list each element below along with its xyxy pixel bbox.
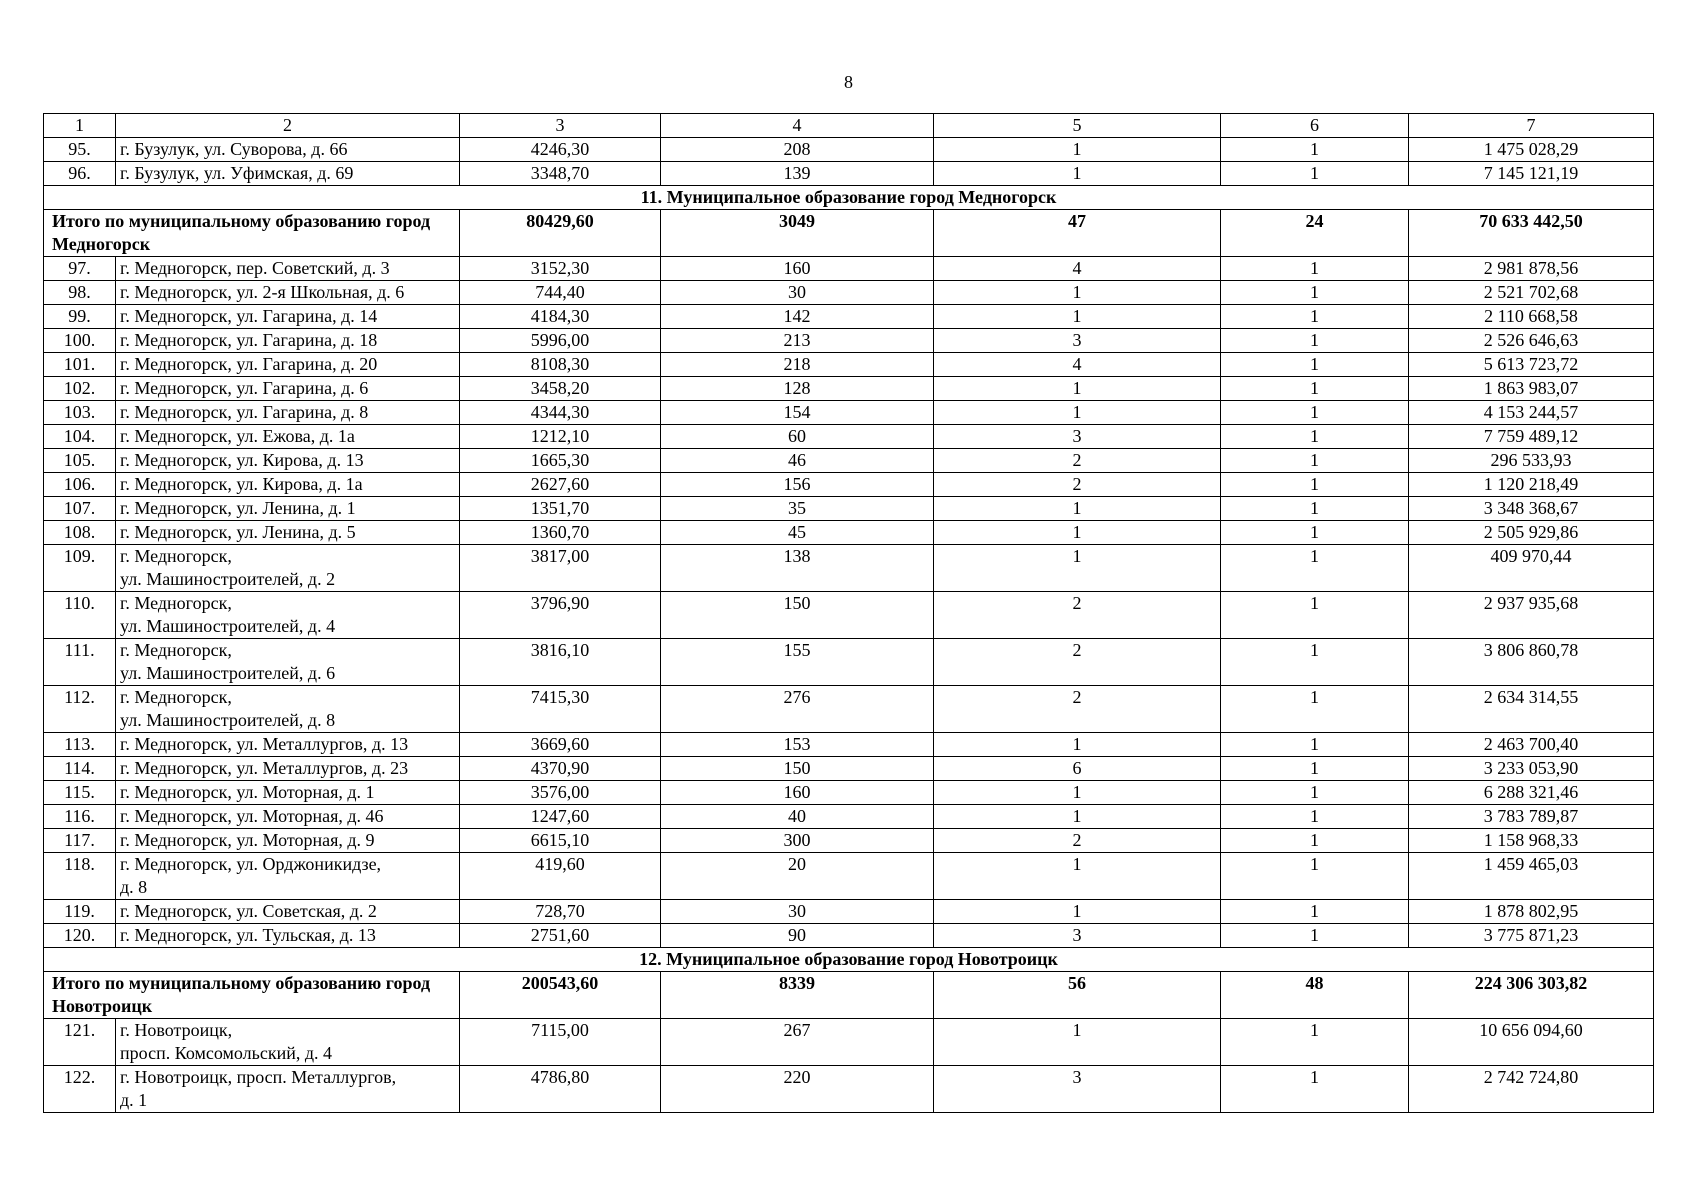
address: г. Медногорск, ул. Ленина, д. 1 — [116, 497, 460, 521]
total-col-6: 24 — [1221, 210, 1409, 257]
total-col-5: 47 — [934, 210, 1221, 257]
col-6-value: 1 — [1221, 829, 1409, 853]
col-5-value: 6 — [934, 757, 1221, 781]
area: 744,40 — [460, 281, 661, 305]
residents: 142 — [661, 305, 934, 329]
cost: 296 533,93 — [1409, 449, 1654, 473]
row-number: 103. — [44, 401, 116, 425]
residents: 20 — [661, 853, 934, 900]
total-label: Итого по муниципальному образованию город Новотроицк — [44, 972, 460, 1019]
col-6-value: 1 — [1221, 425, 1409, 449]
address: г. Бузулук, ул. Суворова, д. 66 — [116, 138, 460, 162]
residents: 218 — [661, 353, 934, 377]
row-number: 120. — [44, 924, 116, 948]
total-cost: 70 633 442,50 — [1409, 210, 1654, 257]
table-row — [44, 281, 1654, 305]
col-5-value: 1 — [934, 138, 1221, 162]
residents: 150 — [661, 757, 934, 781]
col-5-value: 1 — [934, 805, 1221, 829]
residents: 267 — [661, 1019, 934, 1066]
row-number: 100. — [44, 329, 116, 353]
address: г. Медногорск, ул. Гагарина, д. 18 — [116, 329, 460, 353]
cost: 3 348 368,67 — [1409, 497, 1654, 521]
area: 3458,20 — [460, 377, 661, 401]
cost: 6 288 321,46 — [1409, 781, 1654, 805]
table-row — [44, 425, 1654, 449]
col-5-value: 2 — [934, 686, 1221, 733]
address: г. Медногорск, ул. Тульская, д. 13 — [116, 924, 460, 948]
col-5-value: 1 — [934, 305, 1221, 329]
row-number: 110. — [44, 592, 116, 639]
residents: 156 — [661, 473, 934, 497]
cost: 2 526 646,63 — [1409, 329, 1654, 353]
cost: 3 233 053,90 — [1409, 757, 1654, 781]
col-5-value: 1 — [934, 545, 1221, 592]
area: 2751,60 — [460, 924, 661, 948]
section-header-row — [44, 186, 1654, 210]
col-5-value: 3 — [934, 924, 1221, 948]
row-number: 119. — [44, 900, 116, 924]
col-5-value: 2 — [934, 473, 1221, 497]
row-number: 113. — [44, 733, 116, 757]
area: 8108,30 — [460, 353, 661, 377]
table-row — [44, 329, 1654, 353]
address: г. Медногорск, ул. Машиностроителей, д. 8 — [116, 686, 460, 733]
row-number: 98. — [44, 281, 116, 305]
total-area: 200543,60 — [460, 972, 661, 1019]
col-6-value: 1 — [1221, 686, 1409, 733]
cost: 1 459 465,03 — [1409, 853, 1654, 900]
col-6-value: 1 — [1221, 545, 1409, 592]
col-5-value: 4 — [934, 353, 1221, 377]
header-cell-5: 5 — [934, 114, 1221, 138]
header-cell-1: 1 — [44, 114, 116, 138]
col-6-value: 1 — [1221, 401, 1409, 425]
col-6-value: 1 — [1221, 377, 1409, 401]
area: 2627,60 — [460, 473, 661, 497]
residents: 46 — [661, 449, 934, 473]
section-title: 11. Муниципальное образование город Медногорск — [44, 186, 1654, 210]
table-row — [44, 401, 1654, 425]
cost: 2 505 929,86 — [1409, 521, 1654, 545]
row-number: 99. — [44, 305, 116, 329]
table-row — [44, 1066, 1654, 1113]
section-header-row — [44, 948, 1654, 972]
area: 7115,00 — [460, 1019, 661, 1066]
row-number: 121. — [44, 1019, 116, 1066]
header-cell-3: 3 — [460, 114, 661, 138]
address: г. Медногорск, ул. Советская, д. 2 — [116, 900, 460, 924]
residents: 155 — [661, 639, 934, 686]
row-number: 105. — [44, 449, 116, 473]
table-row — [44, 545, 1654, 592]
cost: 3 806 860,78 — [1409, 639, 1654, 686]
row-number: 111. — [44, 639, 116, 686]
cost: 2 521 702,68 — [1409, 281, 1654, 305]
cost: 2 742 724,80 — [1409, 1066, 1654, 1113]
cost: 5 613 723,72 — [1409, 353, 1654, 377]
col-6-value: 1 — [1221, 449, 1409, 473]
table-row — [44, 449, 1654, 473]
area: 7415,30 — [460, 686, 661, 733]
col-5-value: 3 — [934, 329, 1221, 353]
area: 1665,30 — [460, 449, 661, 473]
address: г. Медногорск, ул. Гагарина, д. 8 — [116, 401, 460, 425]
col-6-value: 1 — [1221, 473, 1409, 497]
row-number: 109. — [44, 545, 116, 592]
col-5-value: 2 — [934, 829, 1221, 853]
table-row — [44, 900, 1654, 924]
row-number: 114. — [44, 757, 116, 781]
area: 3816,10 — [460, 639, 661, 686]
table-row — [44, 924, 1654, 948]
residents: 139 — [661, 162, 934, 186]
area: 1247,60 — [460, 805, 661, 829]
address: г. Медногорск, ул. Моторная, д. 9 — [116, 829, 460, 853]
col-6-value: 1 — [1221, 497, 1409, 521]
area: 6615,10 — [460, 829, 661, 853]
table-row — [44, 592, 1654, 639]
total-residents: 3049 — [661, 210, 934, 257]
col-6-value: 1 — [1221, 757, 1409, 781]
col-5-value: 2 — [934, 592, 1221, 639]
table-row — [44, 805, 1654, 829]
address: г. Медногорск, ул. Моторная, д. 1 — [116, 781, 460, 805]
area: 3152,30 — [460, 257, 661, 281]
address: г. Медногорск, ул. Моторная, д. 46 — [116, 805, 460, 829]
col-6-value: 1 — [1221, 353, 1409, 377]
cost: 10 656 094,60 — [1409, 1019, 1654, 1066]
area: 1351,70 — [460, 497, 661, 521]
table-row — [44, 686, 1654, 733]
residents: 128 — [661, 377, 934, 401]
col-6-value: 1 — [1221, 1019, 1409, 1066]
page-number: 8 — [844, 72, 853, 92]
residents: 153 — [661, 733, 934, 757]
table-row — [44, 1019, 1654, 1066]
cost: 2 463 700,40 — [1409, 733, 1654, 757]
cost: 2 937 935,68 — [1409, 592, 1654, 639]
address: г. Медногорск, пер. Советский, д. 3 — [116, 257, 460, 281]
total-label: Итого по муниципальному образованию город Медногорск — [44, 210, 460, 257]
address: г. Медногорск, ул. Кирова, д. 13 — [116, 449, 460, 473]
cost: 4 153 244,57 — [1409, 401, 1654, 425]
address: г. Медногорск, ул. 2-я Школьная, д. 6 — [116, 281, 460, 305]
residents: 208 — [661, 138, 934, 162]
residents: 160 — [661, 257, 934, 281]
header-cell-6: 6 — [1221, 114, 1409, 138]
cost: 2 634 314,55 — [1409, 686, 1654, 733]
col-6-value: 1 — [1221, 162, 1409, 186]
header-cell-2: 2 — [116, 114, 460, 138]
cost: 1 878 802,95 — [1409, 900, 1654, 924]
cost: 1 475 028,29 — [1409, 138, 1654, 162]
row-number: 97. — [44, 257, 116, 281]
table-row — [44, 353, 1654, 377]
address: г. Медногорск, ул. Металлургов, д. 23 — [116, 757, 460, 781]
col-5-value: 1 — [934, 900, 1221, 924]
col-6-value: 1 — [1221, 900, 1409, 924]
table-row — [44, 138, 1654, 162]
address: г. Новотроицк, просп. Комсомольский, д. 4 — [116, 1019, 460, 1066]
col-6-value: 1 — [1221, 781, 1409, 805]
col-5-value: 3 — [934, 425, 1221, 449]
total-cost: 224 306 303,82 — [1409, 972, 1654, 1019]
address: г. Медногорск, ул. Гагарина, д. 6 — [116, 377, 460, 401]
col-5-value: 1 — [934, 281, 1221, 305]
table-row — [44, 639, 1654, 686]
row-number: 104. — [44, 425, 116, 449]
address: г. Медногорск, ул. Кирова, д. 1а — [116, 473, 460, 497]
col-5-value: 1 — [934, 162, 1221, 186]
total-row — [44, 972, 1654, 1019]
col-5-value: 1 — [934, 377, 1221, 401]
col-6-value: 1 — [1221, 329, 1409, 353]
total-col-5: 56 — [934, 972, 1221, 1019]
address: г. Медногорск, ул. Гагарина, д. 14 — [116, 305, 460, 329]
area: 5996,00 — [460, 329, 661, 353]
row-number: 116. — [44, 805, 116, 829]
row-number: 118. — [44, 853, 116, 900]
area: 728,70 — [460, 900, 661, 924]
register-table — [43, 113, 1654, 1113]
residents: 60 — [661, 425, 934, 449]
col-5-value: 1 — [934, 853, 1221, 900]
table-row — [44, 162, 1654, 186]
area: 1360,70 — [460, 521, 661, 545]
area: 4344,30 — [460, 401, 661, 425]
area: 3348,70 — [460, 162, 661, 186]
residents: 220 — [661, 1066, 934, 1113]
residents: 90 — [661, 924, 934, 948]
address: г. Медногорск, ул. Ленина, д. 5 — [116, 521, 460, 545]
row-number: 102. — [44, 377, 116, 401]
area: 419,60 — [460, 853, 661, 900]
address: г. Бузулук, ул. Уфимская, д. 69 — [116, 162, 460, 186]
row-number: 112. — [44, 686, 116, 733]
residents: 138 — [661, 545, 934, 592]
table-header-row — [44, 114, 1654, 138]
area: 3669,60 — [460, 733, 661, 757]
row-number: 108. — [44, 521, 116, 545]
cost: 1 863 983,07 — [1409, 377, 1654, 401]
address: г. Новотроицк, просп. Металлургов, д. 1 — [116, 1066, 460, 1113]
address: г. Медногорск, ул. Машиностроителей, д. 2 — [116, 545, 460, 592]
col-5-value: 2 — [934, 639, 1221, 686]
table-row — [44, 733, 1654, 757]
table-row — [44, 257, 1654, 281]
col-6-value: 1 — [1221, 138, 1409, 162]
area: 1212,10 — [460, 425, 661, 449]
cost: 7 145 121,19 — [1409, 162, 1654, 186]
residents: 154 — [661, 401, 934, 425]
residents: 40 — [661, 805, 934, 829]
col-6-value: 1 — [1221, 733, 1409, 757]
col-6-value: 1 — [1221, 521, 1409, 545]
cost: 409 970,44 — [1409, 545, 1654, 592]
col-6-value: 1 — [1221, 257, 1409, 281]
row-number: 96. — [44, 162, 116, 186]
address: г. Медногорск, ул. Металлургов, д. 13 — [116, 733, 460, 757]
residents: 276 — [661, 686, 934, 733]
address: г. Медногорск, ул. Гагарина, д. 20 — [116, 353, 460, 377]
row-number: 115. — [44, 781, 116, 805]
row-number: 95. — [44, 138, 116, 162]
table-row — [44, 497, 1654, 521]
table-row — [44, 305, 1654, 329]
section-title: 12. Муниципальное образование город Новотроицк — [44, 948, 1654, 972]
table-row — [44, 377, 1654, 401]
table-row — [44, 829, 1654, 853]
row-number: 122. — [44, 1066, 116, 1113]
cost: 2 110 668,58 — [1409, 305, 1654, 329]
total-area: 80429,60 — [460, 210, 661, 257]
address: г. Медногорск, ул. Ежова, д. 1а — [116, 425, 460, 449]
cost: 1 120 218,49 — [1409, 473, 1654, 497]
table-row — [44, 757, 1654, 781]
total-col-6: 48 — [1221, 972, 1409, 1019]
header-cell-4: 4 — [661, 114, 934, 138]
residents: 160 — [661, 781, 934, 805]
header-cell-7: 7 — [1409, 114, 1654, 138]
col-5-value: 1 — [934, 781, 1221, 805]
cost: 3 775 871,23 — [1409, 924, 1654, 948]
area: 4370,90 — [460, 757, 661, 781]
col-5-value: 1 — [934, 521, 1221, 545]
total-residents: 8339 — [661, 972, 934, 1019]
cost: 1 158 968,33 — [1409, 829, 1654, 853]
area: 3576,00 — [460, 781, 661, 805]
residents: 30 — [661, 281, 934, 305]
col-6-value: 1 — [1221, 1066, 1409, 1113]
residents: 35 — [661, 497, 934, 521]
col-5-value: 4 — [934, 257, 1221, 281]
table-body — [44, 114, 1654, 1113]
table-row — [44, 521, 1654, 545]
residents: 213 — [661, 329, 934, 353]
cost: 3 783 789,87 — [1409, 805, 1654, 829]
col-5-value: 3 — [934, 1066, 1221, 1113]
total-row — [44, 210, 1654, 257]
cost: 2 981 878,56 — [1409, 257, 1654, 281]
area: 4786,80 — [460, 1066, 661, 1113]
col-6-value: 1 — [1221, 805, 1409, 829]
col-5-value: 1 — [934, 733, 1221, 757]
col-6-value: 1 — [1221, 639, 1409, 686]
col-5-value: 2 — [934, 449, 1221, 473]
row-number: 117. — [44, 829, 116, 853]
col-5-value: 1 — [934, 401, 1221, 425]
col-5-value: 1 — [934, 497, 1221, 521]
col-6-value: 1 — [1221, 853, 1409, 900]
area: 3817,00 — [460, 545, 661, 592]
col-6-value: 1 — [1221, 281, 1409, 305]
row-number: 106. — [44, 473, 116, 497]
address: г. Медногорск, ул. Машиностроителей, д. 4 — [116, 592, 460, 639]
col-6-value: 1 — [1221, 305, 1409, 329]
table-row — [44, 853, 1654, 900]
area: 4246,30 — [460, 138, 661, 162]
residents: 300 — [661, 829, 934, 853]
col-5-value: 1 — [934, 1019, 1221, 1066]
row-number: 101. — [44, 353, 116, 377]
area: 3796,90 — [460, 592, 661, 639]
cost: 7 759 489,12 — [1409, 425, 1654, 449]
residents: 30 — [661, 900, 934, 924]
table-row — [44, 473, 1654, 497]
col-6-value: 1 — [1221, 924, 1409, 948]
row-number: 107. — [44, 497, 116, 521]
address: г. Медногорск, ул. Орджоникидзе, д. 8 — [116, 853, 460, 900]
area: 4184,30 — [460, 305, 661, 329]
col-6-value: 1 — [1221, 592, 1409, 639]
table-row — [44, 781, 1654, 805]
residents: 150 — [661, 592, 934, 639]
address: г. Медногорск, ул. Машиностроителей, д. 6 — [116, 639, 460, 686]
residents: 45 — [661, 521, 934, 545]
